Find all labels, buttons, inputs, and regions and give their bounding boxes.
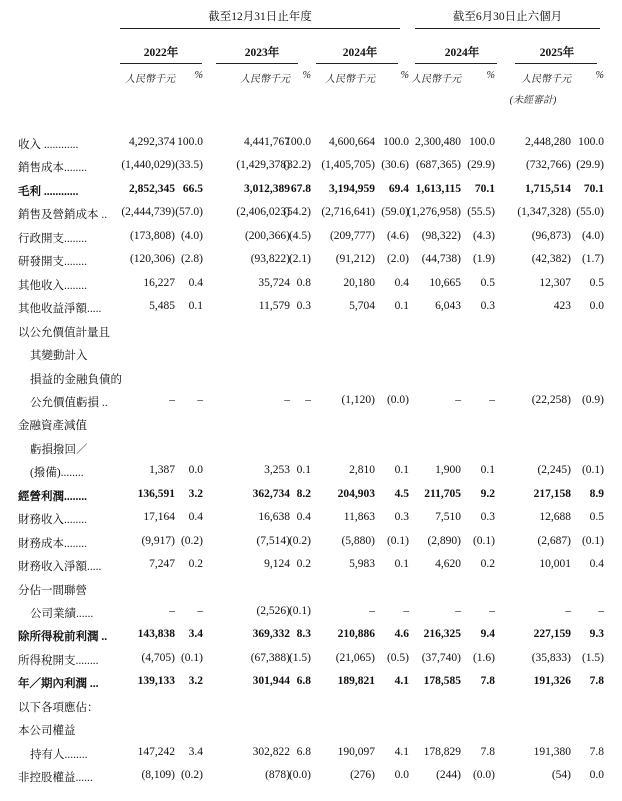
amount-cell: 204,903 xyxy=(337,488,375,500)
percent-cell: 0.4 xyxy=(188,511,203,523)
percent-cell: 0.3 xyxy=(296,300,311,312)
amount-cell: (2,687) xyxy=(537,535,571,547)
amount-cell: 136,591 xyxy=(137,488,175,500)
percent-cell: 0.8 xyxy=(296,277,311,289)
amount-cell: 3,194,959 xyxy=(329,183,375,195)
amount-cell: (732,766) xyxy=(525,159,571,171)
amount-cell: (2,245) xyxy=(537,464,571,476)
unit-amount-4: 人民幣千元 xyxy=(411,74,461,85)
amount-cell: (42,382) xyxy=(531,253,571,265)
percent-cell: 7.8 xyxy=(480,746,495,758)
amount-cell: 5,983 xyxy=(349,558,375,570)
percent-cell: 0.4 xyxy=(296,511,311,523)
amount-cell: 10,665 xyxy=(429,277,461,289)
percent-cell: 100.0 xyxy=(177,136,203,148)
amount-cell: 143,838 xyxy=(137,628,175,640)
amount-cell: 1,715,514 xyxy=(525,183,571,195)
amount-cell: (1,440,029) xyxy=(121,159,175,171)
amount-cell: (93,822) xyxy=(250,253,290,265)
percent-cell: 0.2 xyxy=(296,558,311,570)
amount-cell: 2,852,345 xyxy=(129,183,175,195)
amount-cell: – xyxy=(169,394,175,406)
percent-cell: (55.0) xyxy=(576,206,604,218)
percent-cell: 9.2 xyxy=(480,488,495,500)
amount-cell: 16,638 xyxy=(258,511,290,523)
amount-cell: 2,448,280 xyxy=(525,136,571,148)
amount-cell: 17,164 xyxy=(143,511,175,523)
half-year-group-rule xyxy=(415,28,600,29)
percent-cell: (30.6) xyxy=(381,159,409,171)
percent-cell: (0.1) xyxy=(581,464,604,476)
amount-cell: (2,890) xyxy=(427,535,461,547)
percent-cell: 100.0 xyxy=(578,136,604,148)
percent-cell: 7.8 xyxy=(589,746,604,758)
percent-cell: (57.0) xyxy=(175,206,203,218)
amount-cell: 4,600,664 xyxy=(329,136,375,148)
row-label: 年／期內利潤 ... xyxy=(18,678,99,690)
percent-cell: 8.9 xyxy=(589,488,604,500)
amount-cell: 189,821 xyxy=(337,675,375,687)
percent-cell: (0.0) xyxy=(386,394,409,406)
unit-amount-5: 人民幣千元 xyxy=(521,74,571,85)
amount-cell: (120,306) xyxy=(129,253,175,265)
amount-cell: – xyxy=(284,394,290,406)
percent-cell: (4.0) xyxy=(180,230,203,242)
amount-cell: – xyxy=(455,394,461,406)
percent-cell: (55.5) xyxy=(467,206,495,218)
percent-cell: (0.1) xyxy=(581,535,604,547)
percent-cell: (29.9) xyxy=(467,159,495,171)
amount-cell: 11,579 xyxy=(258,300,290,312)
amount-cell: 1,387 xyxy=(149,464,175,476)
row-label: 銷售成本........ xyxy=(18,162,87,174)
percent-cell: 0.1 xyxy=(394,464,409,476)
unit-pct-3: % xyxy=(400,70,409,81)
percent-cell: (4.6) xyxy=(386,230,409,242)
row-label: 經營利潤........ xyxy=(18,491,87,503)
amount-cell: 147,242 xyxy=(137,746,175,758)
amount-cell: (878) xyxy=(265,769,290,781)
row-label: 其變動計入 xyxy=(30,350,88,362)
amount-cell: (2,444,739) xyxy=(121,206,175,218)
percent-cell: 0.1 xyxy=(296,464,311,476)
amount-cell: 211,705 xyxy=(424,488,461,500)
percent-cell: 0.5 xyxy=(589,511,604,523)
amount-cell: (1,347,328) xyxy=(517,206,571,218)
amount-cell: 16,227 xyxy=(143,277,175,289)
percent-cell: 6.8 xyxy=(296,746,311,758)
column-year-3: 2024年 xyxy=(342,47,378,59)
amount-cell: – xyxy=(369,605,375,617)
amount-cell: 11,863 xyxy=(343,511,375,523)
percent-cell: 8.2 xyxy=(296,488,311,500)
amount-cell: 1,900 xyxy=(435,464,461,476)
percent-cell: (0.2) xyxy=(288,535,311,547)
amount-cell: 12,688 xyxy=(539,511,571,523)
unit-pct-4: % xyxy=(486,70,495,81)
row-label: 行政開支........ xyxy=(18,233,87,245)
half-year-group-heading: 截至6月30日止六個月 xyxy=(452,11,563,23)
column-year-rule-3 xyxy=(316,63,398,64)
percent-cell: 66.5 xyxy=(182,183,203,195)
percent-cell: 7.8 xyxy=(589,675,604,687)
amount-cell: 301,944 xyxy=(252,675,290,687)
amount-cell: (2,526) xyxy=(256,605,290,617)
amount-cell: 178,829 xyxy=(423,746,461,758)
row-label: 收入 ............ xyxy=(18,139,79,151)
row-label: 分佔一間聯營 xyxy=(18,585,87,597)
percent-cell: 0.5 xyxy=(589,277,604,289)
amount-cell: (21,065) xyxy=(335,652,375,664)
amount-cell: 10,001 xyxy=(539,558,571,570)
percent-cell: 0.4 xyxy=(589,558,604,570)
amount-cell: 302,822 xyxy=(252,746,290,758)
percent-cell: 67.8 xyxy=(290,183,311,195)
percent-cell: (4.5) xyxy=(288,230,311,242)
percent-cell: 70.1 xyxy=(583,183,604,195)
amount-cell: (5,880) xyxy=(341,535,375,547)
percent-cell: 100.0 xyxy=(285,136,311,148)
column-year-rule-1 xyxy=(120,63,202,64)
percent-cell: 0.5 xyxy=(480,277,495,289)
amount-cell: 4,441,767 xyxy=(244,136,290,148)
percent-cell: (59.0) xyxy=(381,206,409,218)
percent-cell: 9.4 xyxy=(480,628,495,640)
amount-cell: 139,133 xyxy=(137,675,175,687)
amount-cell: 2,300,480 xyxy=(415,136,461,148)
percent-cell: 69.4 xyxy=(388,183,409,195)
percent-cell: 100.0 xyxy=(469,136,495,148)
amount-cell: (2,716,641) xyxy=(321,206,375,218)
percent-cell: 6.8 xyxy=(296,675,311,687)
percent-cell: (1.5) xyxy=(288,652,311,664)
percent-cell: – xyxy=(403,605,409,617)
percent-cell: 0.1 xyxy=(480,464,495,476)
percent-cell: (2.1) xyxy=(288,253,311,265)
row-label: 非控股權益...... xyxy=(18,772,93,784)
percent-cell: (0.1) xyxy=(386,535,409,547)
amount-cell: (173,808) xyxy=(129,230,175,242)
percent-cell: 4.1 xyxy=(394,675,409,687)
column-year-2: 2023年 xyxy=(244,47,280,59)
unit-pct-5: % xyxy=(595,70,604,81)
percent-cell: (33.5) xyxy=(175,159,203,171)
row-label: 本公司權益 xyxy=(18,725,76,737)
percent-cell: 0.1 xyxy=(188,300,203,312)
percent-cell: (0.9) xyxy=(581,394,604,406)
amount-cell: 210,886 xyxy=(337,628,375,640)
percent-cell: 100.0 xyxy=(383,136,409,148)
percent-cell: 0.0 xyxy=(188,464,203,476)
amount-cell: (1,429,378) xyxy=(236,159,290,171)
percent-cell: 3.4 xyxy=(188,628,203,640)
row-label: 虧損撥回／ xyxy=(30,444,88,456)
amount-cell: (276) xyxy=(350,769,375,781)
percent-cell: – xyxy=(305,394,311,406)
column-year-rule-2 xyxy=(216,63,298,64)
percent-cell: – xyxy=(197,394,203,406)
amount-cell: 369,332 xyxy=(252,628,290,640)
percent-cell: – xyxy=(489,394,495,406)
row-label: 毛利 ............ xyxy=(18,186,79,198)
unit-amount-1: 人民幣千元 xyxy=(125,74,175,85)
column-year-1: 2022年 xyxy=(143,47,179,59)
unit-amount-2: 人民幣千元 xyxy=(240,74,290,85)
percent-cell: 0.4 xyxy=(188,277,203,289)
amount-cell: – xyxy=(455,605,461,617)
percent-cell: 0.0 xyxy=(394,769,409,781)
unit-pct-2: % xyxy=(302,70,311,81)
percent-cell: 0.1 xyxy=(394,558,409,570)
percent-cell: – xyxy=(197,605,203,617)
row-label: 公允價值虧損 .. xyxy=(30,397,108,409)
percent-cell: – xyxy=(598,605,604,617)
percent-cell: 0.4 xyxy=(394,277,409,289)
percent-cell: (54.2) xyxy=(283,206,311,218)
amount-cell: (2,406,023) xyxy=(236,206,290,218)
fiscal-year-group-heading: 截至12月31日止年度 xyxy=(208,11,312,23)
amount-cell: 7,510 xyxy=(435,511,461,523)
amount-cell: 3,253 xyxy=(264,464,290,476)
percent-cell: (29.9) xyxy=(576,159,604,171)
amount-cell: (4,705) xyxy=(141,652,175,664)
amount-cell: 2,810 xyxy=(349,464,375,476)
unit-pct-1: % xyxy=(194,70,203,81)
percent-cell: (1.7) xyxy=(581,253,604,265)
percent-cell: 0.2 xyxy=(480,558,495,570)
amount-cell: (54) xyxy=(551,769,571,781)
amount-cell: (98,322) xyxy=(421,230,461,242)
amount-cell: (1,405,705) xyxy=(321,159,375,171)
percent-cell: 0.1 xyxy=(394,300,409,312)
amount-cell: (9,917) xyxy=(141,535,175,547)
fiscal-year-group-rule xyxy=(120,28,400,29)
amount-cell: 1,613,115 xyxy=(415,183,461,195)
amount-cell: – xyxy=(169,605,175,617)
amount-cell: 4,292,374 xyxy=(129,136,175,148)
amount-cell: (687,365) xyxy=(415,159,461,171)
amount-cell: 3,012,389 xyxy=(244,183,290,195)
column-year-4: 2024年 xyxy=(444,47,480,59)
percent-cell: (0.2) xyxy=(180,535,203,547)
percent-cell: (0.2) xyxy=(180,769,203,781)
row-label: 損益的金融負債的 xyxy=(30,374,122,386)
amount-cell: (209,777) xyxy=(329,230,375,242)
percent-cell: 0.3 xyxy=(394,511,409,523)
percent-cell: – xyxy=(489,605,495,617)
amount-cell: (244) xyxy=(436,769,461,781)
amount-cell: 178,585 xyxy=(423,675,461,687)
amount-cell: (96,873) xyxy=(531,230,571,242)
row-label: 金融資產減值 xyxy=(18,420,87,432)
amount-cell: 190,097 xyxy=(337,746,375,758)
row-label: 公司業績...... xyxy=(30,608,94,620)
unaudited-note: (未經審計) xyxy=(509,95,557,106)
percent-cell: 7.8 xyxy=(480,675,495,687)
percent-cell: 3.4 xyxy=(188,746,203,758)
amount-cell: 7,247 xyxy=(149,558,175,570)
percent-cell: (2.8) xyxy=(180,253,203,265)
amount-cell: (67,388) xyxy=(250,652,290,664)
percent-cell: 0.3 xyxy=(480,300,495,312)
percent-cell: (0.0) xyxy=(288,769,311,781)
percent-cell: 8.3 xyxy=(296,628,311,640)
amount-cell: (37,740) xyxy=(421,652,461,664)
percent-cell: (1.6) xyxy=(472,652,495,664)
column-year-rule-4 xyxy=(415,63,497,64)
percent-cell: 0.2 xyxy=(188,558,203,570)
amount-cell: 35,724 xyxy=(258,277,290,289)
percent-cell: 0.0 xyxy=(589,769,604,781)
percent-cell: 3.2 xyxy=(188,675,203,687)
amount-cell: (22,258) xyxy=(531,394,571,406)
amount-cell: 6,043 xyxy=(435,300,461,312)
amount-cell: – xyxy=(565,605,571,617)
amount-cell: (1,276,958) xyxy=(407,206,461,218)
percent-cell: 70.1 xyxy=(474,183,495,195)
amount-cell: (1,120) xyxy=(341,394,375,406)
percent-cell: 4.6 xyxy=(394,628,409,640)
amount-cell: 4,620 xyxy=(435,558,461,570)
percent-cell: 3.2 xyxy=(188,488,203,500)
row-label: 銷售及營銷成本 .. xyxy=(18,209,108,221)
column-year-rule-5 xyxy=(515,63,597,64)
percent-cell: 0.0 xyxy=(589,300,604,312)
amount-cell: 9,124 xyxy=(264,558,290,570)
percent-cell: (0.1) xyxy=(288,605,311,617)
percent-cell: 4.1 xyxy=(394,746,409,758)
column-year-5: 2025年 xyxy=(539,47,575,59)
amount-cell: (8,109) xyxy=(141,769,175,781)
amount-cell: 20,180 xyxy=(343,277,375,289)
percent-cell: (1.5) xyxy=(581,652,604,664)
row-label: 其他收入........ xyxy=(18,280,87,292)
row-label: 財務收入淨額..... xyxy=(18,561,102,573)
amount-cell: (200,366) xyxy=(244,230,290,242)
percent-cell: (4.3) xyxy=(472,230,495,242)
amount-cell: 191,326 xyxy=(533,675,571,687)
row-label: 所得稅開支........ xyxy=(18,655,99,667)
amount-cell: 362,734 xyxy=(252,488,290,500)
percent-cell: (0.5) xyxy=(386,652,409,664)
percent-cell: (4.0) xyxy=(581,230,604,242)
row-label: (撥備)........ xyxy=(30,467,84,479)
amount-cell: 5,704 xyxy=(349,300,375,312)
amount-cell: 423 xyxy=(553,300,571,312)
amount-cell: (44,738) xyxy=(421,253,461,265)
percent-cell: 0.3 xyxy=(480,511,495,523)
amount-cell: 227,159 xyxy=(533,628,571,640)
amount-cell: 217,158 xyxy=(533,488,571,500)
percent-cell: (0.1) xyxy=(472,535,495,547)
row-label: 持有人........ xyxy=(30,749,88,761)
amount-cell: (35,833) xyxy=(531,652,571,664)
row-label: 財務收入........ xyxy=(18,514,87,526)
unit-amount-3: 人民幣千元 xyxy=(325,74,375,85)
amount-cell: (7,514) xyxy=(256,535,290,547)
amount-cell: 12,307 xyxy=(539,277,571,289)
percent-cell: (0.1) xyxy=(180,652,203,664)
row-label: 研發開支........ xyxy=(18,256,87,268)
percent-cell: 4.5 xyxy=(394,488,409,500)
amount-cell: 5,485 xyxy=(149,300,175,312)
row-label: 以下各項應佔： xyxy=(18,702,99,714)
amount-cell: 216,325 xyxy=(423,628,461,640)
percent-cell: (1.9) xyxy=(472,253,495,265)
percent-cell: 9.3 xyxy=(589,628,604,640)
percent-cell: (32.2) xyxy=(283,159,311,171)
percent-cell: (2.0) xyxy=(386,253,409,265)
percent-cell: (0.0) xyxy=(472,769,495,781)
amount-cell: 191,380 xyxy=(533,746,571,758)
amount-cell: (91,212) xyxy=(335,253,375,265)
row-label: 其他收益淨額..... xyxy=(18,303,102,315)
row-label: 除所得稅前利潤 .. xyxy=(18,631,108,643)
row-label: 財務成本........ xyxy=(18,538,87,550)
row-label: 以公允價值計量且 xyxy=(18,327,110,339)
